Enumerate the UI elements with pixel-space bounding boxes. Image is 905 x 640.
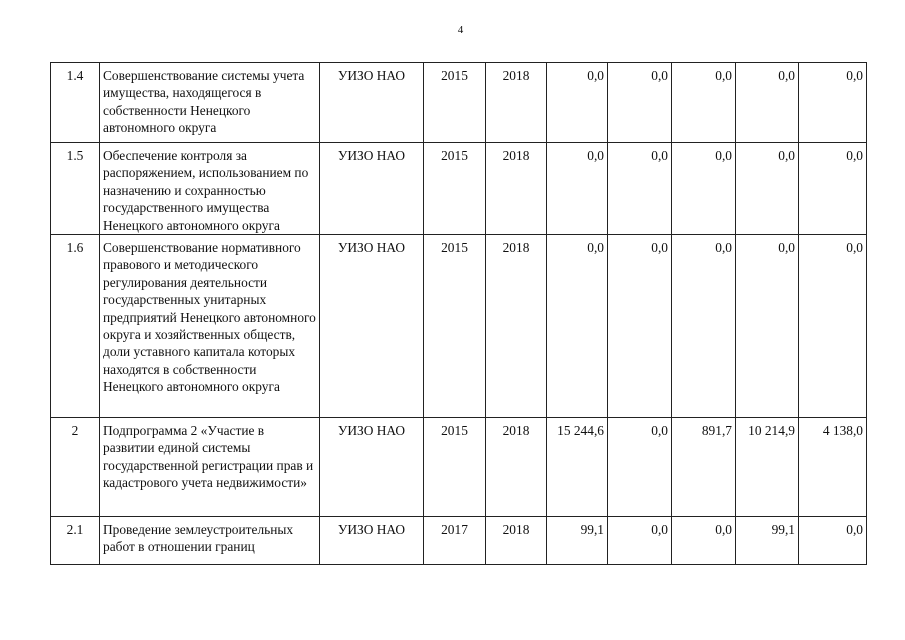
start-year: 2017 — [424, 517, 486, 565]
end-year: 2018 — [486, 517, 547, 565]
table-row — [51, 143, 867, 235]
value-cell: 0,0 — [799, 235, 867, 418]
program-table — [50, 62, 867, 565]
value-cell: 0,0 — [547, 143, 608, 235]
value-cell: 10 214,9 — [736, 418, 799, 517]
activity-name: Обеспечение контроля за распоряжением, использованием по назначению и сохранностью государственного имущества Ненецкого автономного округа — [100, 143, 320, 235]
executor: УИЗО НАО — [320, 143, 424, 235]
start-year: 2015 — [424, 235, 486, 418]
value-cell: 0,0 — [547, 63, 608, 143]
value-cell: 0,0 — [672, 143, 736, 235]
page-number: 4 — [457, 24, 464, 36]
row-number: 1.4 — [51, 63, 100, 143]
activity-name: Совершенствование нормативного правового и методического регулирования деятельности государственных унитарных предприятий Ненецкого автономного округа и хозяйственных обществ, доли уставного капитала которых находятся в собственности Ненецкого автономного округа — [100, 235, 320, 418]
value-cell: 0,0 — [672, 63, 736, 143]
value-cell: 0,0 — [799, 143, 867, 235]
table-row — [51, 418, 867, 517]
table-row — [51, 63, 867, 143]
start-year: 2015 — [424, 418, 486, 517]
value-cell: 0,0 — [547, 235, 608, 418]
executor: УИЗО НАО — [320, 418, 424, 517]
executor: УИЗО НАО — [320, 517, 424, 565]
end-year: 2018 — [486, 235, 547, 418]
value-cell: 0,0 — [608, 517, 672, 565]
activity-name: Проведение землеустроительных работ в отношении границ — [100, 517, 320, 565]
table-row — [51, 235, 867, 418]
row-number: 2 — [51, 418, 100, 517]
start-year: 2015 — [424, 63, 486, 143]
executor: УИЗО НАО — [320, 235, 424, 418]
value-cell: 99,1 — [547, 517, 608, 565]
end-year: 2018 — [486, 418, 547, 517]
end-year: 2018 — [486, 143, 547, 235]
value-cell: 0,0 — [799, 63, 867, 143]
value-cell: 0,0 — [608, 418, 672, 517]
value-cell: 99,1 — [736, 517, 799, 565]
activity-name: Подпрограмма 2 «Участие в развитии единой системы государственной регистрации прав и кадастрового учета недвижимости» — [100, 418, 320, 517]
end-year: 2018 — [486, 63, 547, 143]
value-cell: 0,0 — [672, 235, 736, 418]
table-row — [51, 517, 867, 565]
value-cell: 891,7 — [672, 418, 736, 517]
executor: УИЗО НАО — [320, 63, 424, 143]
start-year: 2015 — [424, 143, 486, 235]
value-cell: 0,0 — [736, 63, 799, 143]
value-cell: 0,0 — [608, 235, 672, 418]
value-cell: 0,0 — [799, 517, 867, 565]
value-cell: 0,0 — [736, 235, 799, 418]
row-number: 1.6 — [51, 235, 100, 418]
value-cell: 0,0 — [736, 143, 799, 235]
value-cell: 0,0 — [608, 143, 672, 235]
row-number: 1.5 — [51, 143, 100, 235]
value-cell: 15 244,6 — [547, 418, 608, 517]
activity-name: Совершенствование системы учета имущества, находящегося в собственности Ненецкого автономного округа — [100, 63, 320, 143]
value-cell: 0,0 — [672, 517, 736, 565]
value-cell: 0,0 — [608, 63, 672, 143]
row-number: 2.1 — [51, 517, 100, 565]
value-cell: 4 138,0 — [799, 418, 867, 517]
